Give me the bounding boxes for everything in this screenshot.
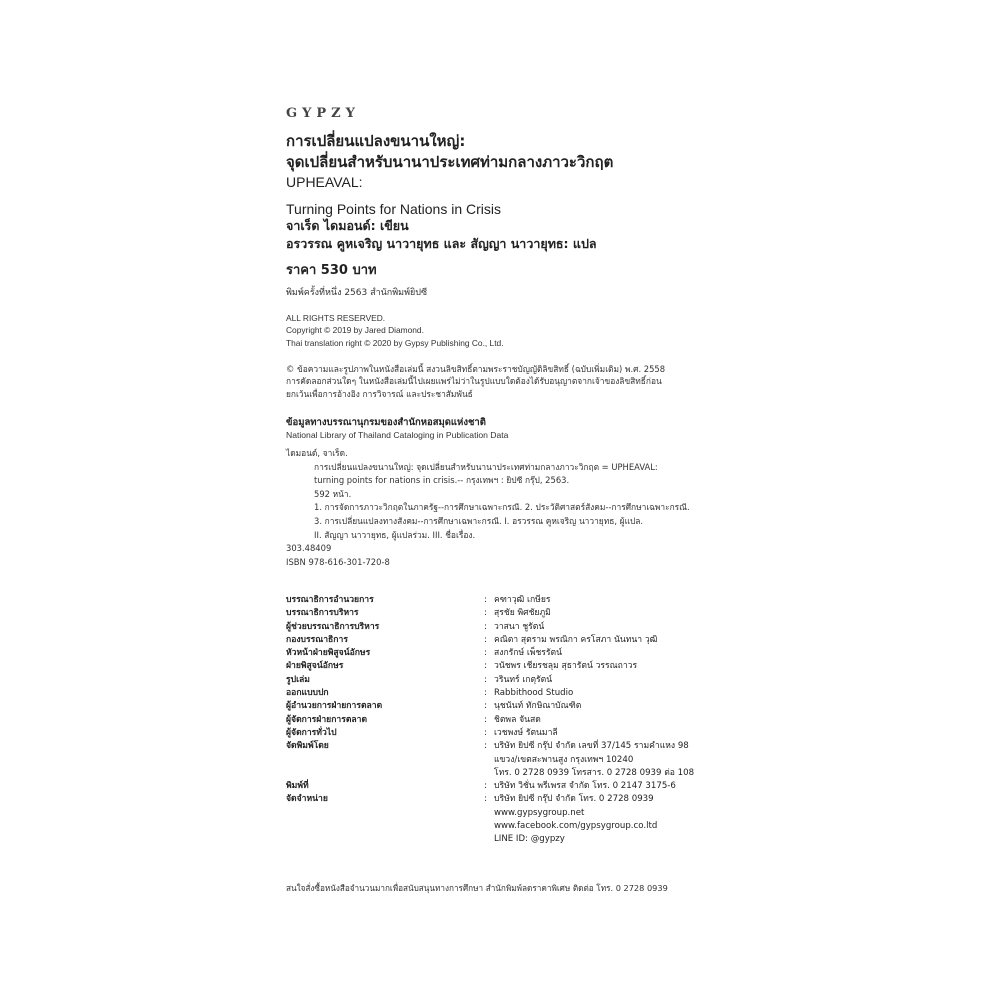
cip-subject-line: 3. การเปลี่ยนแปลงทางสังคม--การศึกษาเฉพาะกรณี. I. อรวรรณ คูหเจริญ นาวายุทธ, ผู้แปล. [314,515,644,526]
price: ราคา 530 บาท [286,263,377,278]
staff-row: ผู้จัดการทั่วไป : เวชพงษ์ รัตนมาลี [286,727,726,740]
staff-role: พิมพ์ที่ [286,781,309,792]
staff-list [286,594,726,847]
staff-role: ฝ่ายพิสูจน์อักษร [286,661,344,672]
copyright-line: Copyright © 2019 by Jared Diamond. [286,325,424,336]
staff-value: ชิตพล จันสด [494,714,541,725]
staff-value: วนัชพร เชียรชลุม สุธารัตน์ วรรณถาวร [494,661,638,672]
cip-heading [286,416,508,441]
rights-line: ALL RIGHTS RESERVED. [286,313,386,323]
cip-heading-english: National Library of Thailand Cataloging in Publication Data [286,430,509,440]
cip-title-line: turning points for nations in crisis.-- กรุงเทพฯ : ยิปซี กรุ๊ป, 2563. [314,475,570,486]
cip-title-line: การเปลี่ยนแปลงขนานใหญ่: จุดเปลี่ยนสำหรับนานาประเทศท่ามกลางภาวะวิกฤต = UPHEAVAL: [314,461,658,472]
cip-record [286,447,690,569]
staff-role: กองบรรณาธิการ [286,634,348,645]
title-english-line1: UPHEAVAL: [286,174,363,190]
staff-value: โทร. 0 2728 0939 โทรสาร. 0 2728 0939 ต่อ 108 [494,767,695,778]
staff-row: ผู้อำนวยการฝ่ายการตลาด : นุชนันท์ ทักษิณาบัณฑิต [286,700,726,713]
copyright-notice [286,363,665,400]
staff-value: บริษัท ยิปซี กรุ๊ป จำกัด โทร. 0 2728 0939 [494,794,654,805]
staff-role: ผู้จัดการฝ่ายการตลาด [286,714,368,725]
cip-subject-line: 1. การจัดการภาวะวิกฤตในภาครัฐ--การศึกษาเฉพาะกรณี. 2. ประวัติศาสตร์สังคม--การศึกษาเฉพาะกรณี. [314,502,690,513]
notice-line: © ข้อความและรูปภาพในหนังสือเล่มนี้ สงวนลิขสิทธิ์ตามพระราชบัญญัติลิขสิทธิ์ (ฉบับเพิ่มเติม) พ.ศ. 2558 [286,364,666,374]
cip-pages: 592 หน้า. [314,488,352,499]
staff-row: จัดจำหน่าย : บริษัท ยิปซี กรุ๊ป จำกัด โทร. 0 2728 0939 www.gypsygroup.net www.facebook.com/gypsygroup.co.ltd LINE ID: @gypzy [286,793,726,846]
staff-value: นุชนันท์ ทักษิณาบัณฑิต [494,701,582,712]
bulk-order-note: สนใจสั่งซื้อหนังสือจำนวนมากเพื่อสนับสนุนทางการศึกษา สำนักพิมพ์ลดราคาพิเศษ ติดต่อ โทร. 0 2728 0939 [286,883,668,893]
staff-row: ผู้ช่วยบรรณาธิการบริหาร : วาสนา ชูรัตน์ [286,621,726,634]
staff-role: ผู้อำนวยการฝ่ายการตลาด [286,701,383,712]
staff-value: สุรชัย พิศชัยภูมิ [494,608,551,619]
staff-role: บรรณาธิการอำนวยการ [286,595,374,605]
staff-value: วรินทร์ เกตุรัตน์ [494,674,553,685]
book-title-block [286,131,613,219]
staff-role: ผู้จัดการทั่วไป [286,727,337,738]
staff-row: ผู้จัดการฝ่ายการตลาด : ชิตพล จันสด [286,714,726,727]
line-id: LINE ID: @gypzy [494,834,565,845]
cip-heading-thai: ข้อมูลทางบรรณานุกรมของสำนักหอสมุดแห่งชาติ [286,417,486,428]
staff-role: บรรณาธิการบริหาร [286,608,359,619]
translation-right-line: Thai translation right © 2020 by Gypsy Publishing Co., Ltd. [286,337,504,348]
staff-role: หัวหน้าฝ่ายพิสูจน์อักษร [286,648,371,659]
staff-value: สงกรักษ์ เพ็ชรรัตน์ [494,648,562,659]
staff-row: บรรณาธิการบริหาร : สุรชัย พิศชัยภูมิ [286,607,726,620]
staff-value: วาสนา ชูรัตน์ [494,621,545,632]
translator-credit: อรวรรณ คูหเจริญ นาวายุทธ และ สัญญา นาวายุทธ: แปล [286,236,597,251]
edition-note: พิมพ์ครั้งที่หนึ่ง 2563 สำนักพิมพ์ยิปซี [286,288,428,298]
author-credit: จาเร็ด ไดมอนด์: เขียน [286,218,409,233]
title-thai-line1: การเปลี่ยนแปลงขนานใหญ่: [286,132,466,150]
cip-isbn: ISBN 978-616-301-720-8 [286,556,390,567]
cip-classification: 303.48409 [286,543,332,554]
staff-role: ผู้ช่วยบรรณาธิการบริหาร [286,621,380,632]
staff-value: แขวง/เขตสะพานสูง กรุงเทพฯ 10240 [494,754,634,765]
title-thai-line2: จุดเปลี่ยนสำหรับนานาประเทศท่ามกลางภาวะวิกฤต [286,153,614,171]
title-english-line2: Turning Points for Nations in Crisis [286,201,502,217]
staff-role: รูปเล่ม [286,674,310,685]
staff-role: จัดจำหน่าย [286,794,328,805]
notice-line: ยกเว้นเพื่อการอ้างอิง การวิจารณ์ และประชาสัมพันธ์ [286,388,473,399]
staff-value: คณิตา สุตราม พรณิกา ครโสภา นันทนา วุฒิ [494,634,658,645]
staff-value: บริษัท วิชั่น พรีเพรส จำกัด โทร. 0 2147 3175-6 [494,781,676,792]
staff-value: คฑาวุฒิ เกษียร [494,595,551,605]
notice-line: การคัดลอกส่วนใดๆ ในหนังสือเล่มนี้ไปเผยแพร่ไม่ว่าในรูปแบบใดต้องได้รับอนุญาตจากเจ้าของลิขสิทธิ์ก่อน [286,376,662,387]
website-link[interactable]: www.gypsygroup.net [494,807,585,818]
staff-role: จัดพิมพ์โดย [286,741,329,752]
staff-row: พิมพ์ที่ : บริษัท วิชั่น พรีเพรส จำกัด โทร. 0 2147 3175-6 [286,780,726,793]
staff-row: ฝ่ายพิสูจน์อักษร : วนัชพร เชียรชลุม สุธารัตน์ วรรณถาวร [286,660,726,673]
staff-row: จัดพิมพ์โดย : บริษัท ยิปซี กรุ๊ป จำกัด เลขที่ 37/145 รามคำแหง 98 แขวง/เขตสะพานสูง กรุงเทพฯ 10240 โทร. 0 2728 0939 โทรสาร. 0 2728 0939 ต่อ 108 [286,740,726,780]
staff-role: ออกแบบปก [286,688,329,699]
staff-row: ออกแบบปก : Rabbithood Studio [286,687,726,700]
staff-value: เวชพงษ์ รัตนมาลี [494,727,558,738]
staff-row: รูปเล่ม : วรินทร์ เกตุรัตน์ [286,674,726,687]
cip-author: ไดมอนด์, จาเร็ด. [286,448,348,458]
staff-value: Rabbithood Studio [494,688,574,699]
credits-block [286,217,597,253]
staff-row: หัวหน้าฝ่ายพิสูจน์อักษร : สงกรักษ์ เพ็ชรรัตน์ [286,647,726,660]
cip-subject-line: II. สัญญา นาวายุทธ, ผู้แปลร่วม. III. ชื่อเรื่อง. [314,529,476,540]
staff-row: กองบรรณาธิการ : คณิตา สุตราม พรณิกา ครโสภา นันทนา วุฒิ [286,634,726,647]
facebook-link[interactable]: www.facebook.com/gypsygroup.co.ltd [494,821,658,832]
publisher-logo: GYPZY [286,106,360,121]
rights-block [286,312,504,349]
staff-value: บริษัท ยิปซี กรุ๊ป จำกัด เลขที่ 37/145 รามคำแหง 98 [494,741,689,752]
staff-row: บรรณาธิการอำนวยการ : คฑาวุฒิ เกษียร [286,594,726,607]
